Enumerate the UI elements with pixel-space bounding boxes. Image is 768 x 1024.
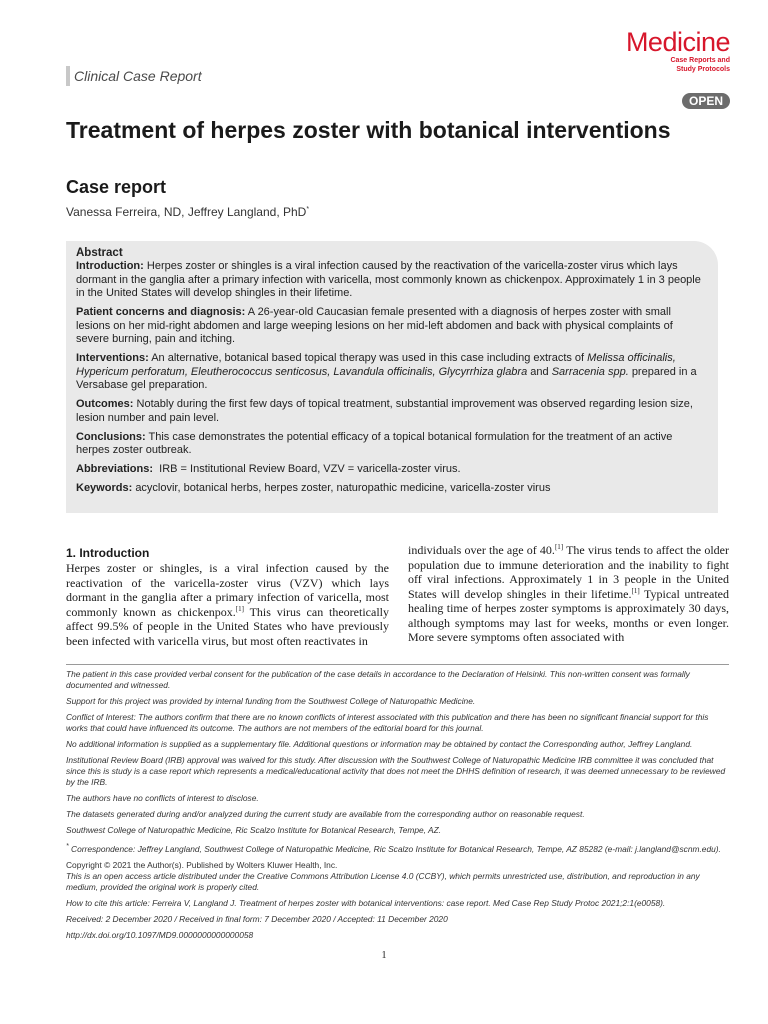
copyright-text: Copyright © 2021 the Author(s). Published by Wolters Kluwer Health, Inc.	[66, 859, 338, 870]
section-heading-introduction: 1. Introduction	[66, 546, 150, 560]
authors-text: Vanessa Ferreira, ND, Jeffrey Langland, PhD	[66, 205, 307, 219]
outcomes-text: Notably during the first few days of topical treatment, substantial improvement was observed regarding lesion size, lesion number and pain level.	[76, 398, 693, 424]
body-right-text-3: Typical untreated healing time of herpes zoster symptoms is approximately 30 days, although symptoms may last for weeks, months or even longer. More severe symptoms often associated with	[408, 586, 729, 644]
abstract-box	[66, 241, 718, 513]
page-number: 1	[381, 950, 387, 961]
interventions-and: and	[530, 365, 549, 378]
reference-link-3[interactable]: [1]	[631, 586, 640, 595]
body-right-text-1: individuals over the age of 40.	[408, 543, 555, 557]
journal-name: Medicine	[625, 27, 730, 57]
body-column-right	[408, 543, 729, 645]
body-right-text-2: The virus tends to affect the older population due to immune deterioration and the inability to fight off viral infections. Approximately 1 in 3 people in the United States will develop shingles in their lifetime.	[408, 543, 729, 601]
correspondence-text: Correspondence: Jeffrey Langland, Southwest College of Naturopathic Medicine, Ric Scalzo Institute for Botanical Research, Tempe, AZ 85282 (e-mail: j.langland@scnm.edu).	[71, 843, 721, 854]
footnote-irb: Institutional Review Board (IRB) approval was waived for this study. After discussion with the Southwest College of Naturopathic Medicine IRB committee it was concluded that since this is study is a case report which represents a medical/educational activity that does not meet the DHHS definition of research, it was deemed unnecessary to be reviewed by the IRB.	[66, 755, 726, 787]
outcomes-label: Outcomes:	[76, 398, 134, 410]
journal-sub-2: Study Protocols	[676, 66, 730, 73]
article-title: Treatment of herpes zoster with botanical interventions	[66, 117, 671, 143]
interventions-text-2: prepared in a Versabase gel preparation.	[76, 365, 697, 391]
interventions-text-1: An alternative, botanical based topical therapy was used in this case including extracts of	[151, 352, 585, 364]
patient-label: Patient concerns and diagnosis:	[76, 306, 246, 318]
section-tag: Clinical Case Report	[66, 66, 202, 86]
introduction-text: Herpes zoster or shingles is a viral infection caused by the reactivation of the varicella-zoster virus which lays dormant in the ganglia after a primary infection with varicella, most commonly known as chickenpox. Approximately 1 in 3 people in the United States will develop shingles in their lifetime.	[76, 260, 701, 299]
journal-sub-1: Case Reports and	[670, 57, 730, 64]
keywords-text: acyclovir, botanical herbs, herpes zoster, naturopathic medicine, varicella-zoster virus	[135, 482, 551, 494]
footnote-affiliation: Southwest College of Naturopathic Medicine, Ric Scalzo Institute for Botanical Research, Tempe, AZ.	[66, 825, 442, 835]
introduction-label: Introduction:	[76, 260, 144, 272]
open-access-badge: OPEN	[682, 93, 730, 109]
body-left-text-1: Herpes zoster or shingles, is a viral infection caused by the reactivation of the varicella-zoster virus (VZV) which lays dormant in the ganglia after a primary infection of varicella, most commonly known as chickenpox.	[66, 561, 389, 619]
footnotes	[66, 669, 729, 946]
correspondence-mark: *	[66, 843, 69, 850]
abstract-conclusions	[76, 431, 706, 458]
footnote-conflict: Conflict of Interest: The authors confirm that there are no known conflicts of interest associated with this publication and there has been no significant financial support for this works that could have influenced its outcome. The authors are not members of the editorial board for this journal.	[66, 712, 709, 733]
abstract-introduction	[76, 260, 706, 301]
footnote-license: This is an open access article distributed under the Creative Commons Attribution License 4.0 (CCBY), which permits unrestricted use, distribution, and reproduction in any medium, provided the original work is properly cited.	[66, 870, 700, 892]
footnote-no-conflicts: The authors have no conflicts of interest to disclose.	[66, 793, 259, 803]
interventions-species-2: Sarracenia spp.	[551, 365, 629, 378]
doi-link[interactable]: http://dx.doi.org/10.1097/MD9.0000000000000058	[66, 929, 254, 940]
reference-link-1[interactable]: [1]	[235, 604, 244, 613]
abstract-patient	[76, 306, 706, 347]
patient-text: A 26-year-old Caucasian female presented with a diagnosis of herpes zoster with small lesions on her mid-right abdomen and large weeping lesions on her mid-left abdomen and back with physical complaints of severe burning, pain and itching.	[76, 306, 673, 345]
footnote-dates: Received: 2 December 2020 / Received in final form: 7 December 2020 / Accepted: 11 December 2020	[66, 913, 448, 924]
body-left-text-2: This virus can theoretically affect 99.5% of people in the United States who have previously been infected with varicella virus, but most often reactivates in	[66, 604, 389, 648]
abstract-keywords	[76, 482, 706, 496]
conclusions-text: This case demonstrates the potential efficacy of a topical botanical formulation for the treatment of an active herpes zoster outbreak.	[76, 430, 673, 456]
abstract-outcomes	[76, 398, 706, 425]
footnote-copyright	[66, 860, 729, 871]
footnote-correspondence	[66, 841, 729, 855]
footnote-datasets: The datasets generated during and/or analyzed during the current study are available from the corresponding author on reasonable request.	[66, 809, 585, 819]
keywords-label: Keywords:	[76, 482, 133, 494]
abstract-abbreviations	[76, 463, 706, 477]
interventions-label: Interventions:	[76, 352, 149, 364]
abbreviations-text: IRB = Institutional Review Board, VZV = varicella-zoster virus.	[159, 463, 461, 475]
journal-logo	[626, 28, 730, 74]
abbreviations-label: Abbreviations:	[76, 463, 154, 475]
article-subtitle: Case report	[66, 177, 167, 197]
abstract-interventions	[76, 352, 706, 393]
footnote-supplementary: No additional information is supplied as a supplementary file. Additional questions or information may be obtained by contact the Corresponding author, Jeffrey Langland.	[66, 739, 693, 749]
abstract-heading: Abstract	[76, 247, 123, 259]
body-column-left	[66, 546, 389, 648]
author-list	[66, 202, 309, 220]
reference-link-2[interactable]: [1]	[554, 543, 564, 551]
interventions-species: Melissa officinalis, Hypericum perforatum, Eleutherococcus senticosus, Lavandula officinalis, Glycyrrhiza glabra	[76, 352, 676, 378]
footnote-divider	[66, 664, 729, 665]
footnote-citation: How to cite this article: Ferreira V, Langland J. Treatment of herpes zoster with botanical interventions: case report. Med Case Rep Study Protoc 2021;2:1(e0058).	[66, 897, 666, 908]
author-mark: *	[306, 206, 310, 213]
footnote-support: Support for this project was provided by internal funding from the Southwest College of Naturopathic Medicine.	[66, 696, 476, 706]
footnote-consent: The patient in this case provided verbal consent for the publication of the case details in accordance to the Declaration of Helsinki. This non-written consent was formally documented and witnessed.	[66, 669, 690, 690]
conclusions-label: Conclusions:	[76, 430, 146, 443]
